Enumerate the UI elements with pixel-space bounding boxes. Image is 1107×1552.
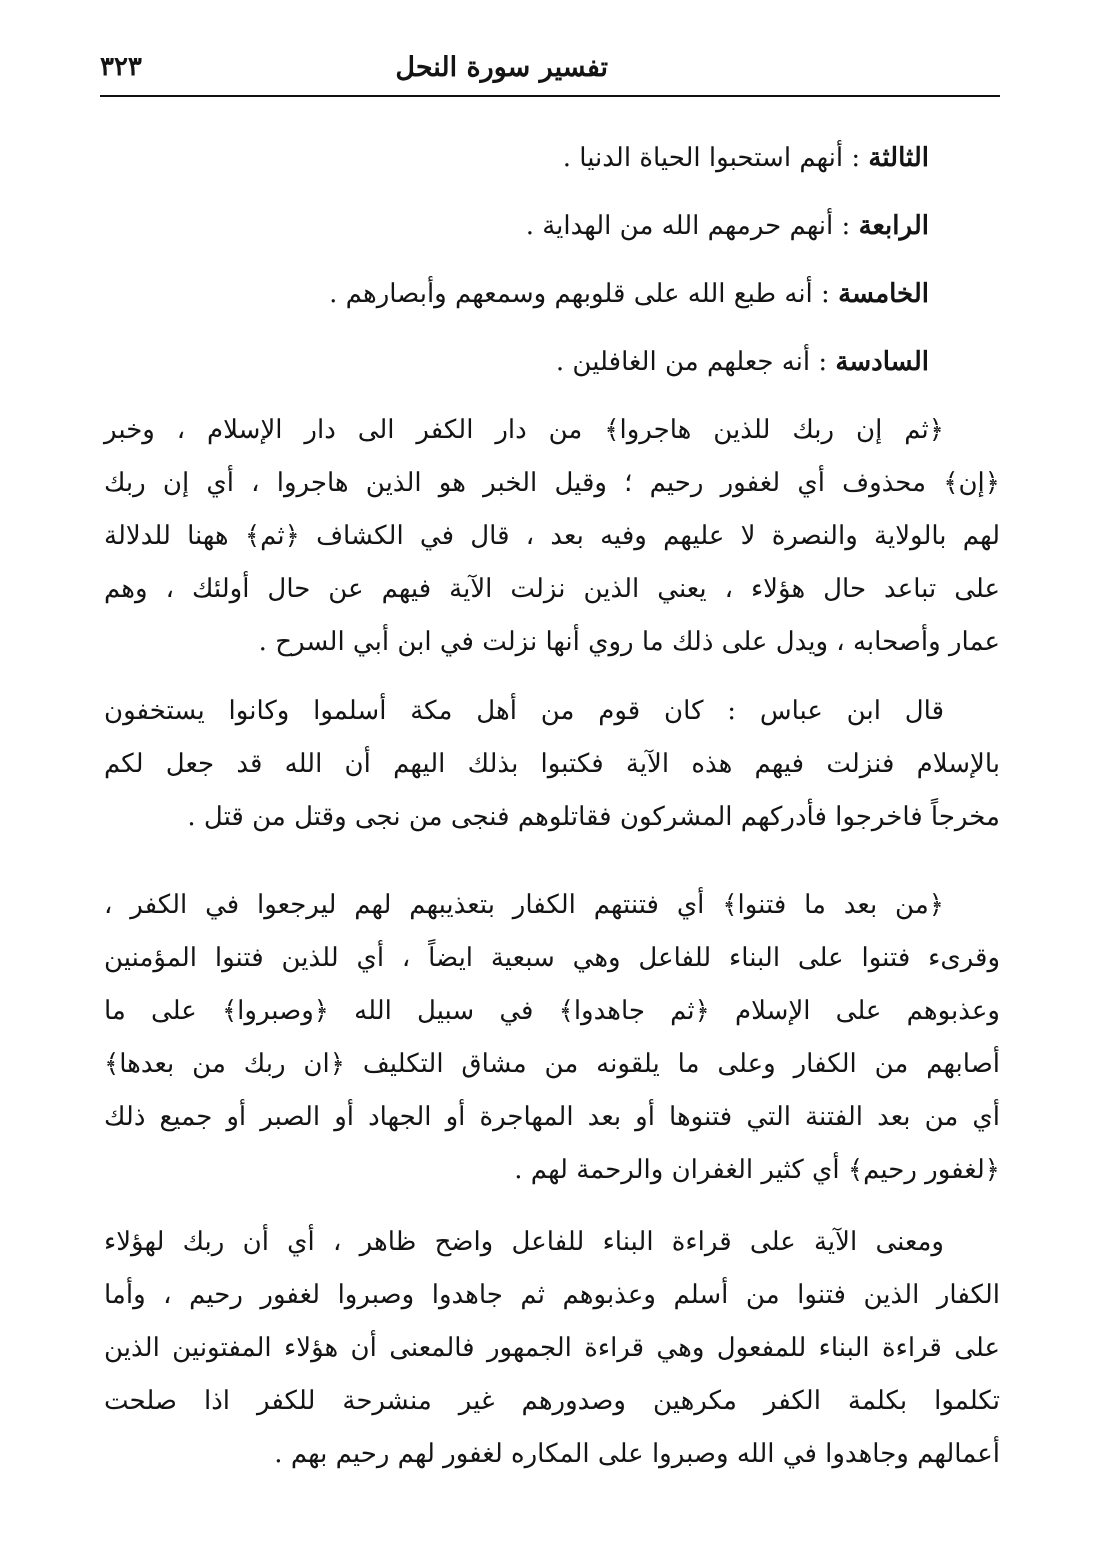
- paragraph-1: [104, 404, 1000, 669]
- running-header: [100, 52, 1000, 92]
- text-line: أي من بعد الفتنة التي فتنوها أو بعد المهاجرة أو الجهاد أو الصبر أو جميع ذلك: [104, 1102, 1000, 1132]
- point-item: [329, 208, 929, 244]
- text-line: عمار وأصحابه ، ويدل على ذلك ما روي أنها نزلت في ابن أبي السرح .: [258, 627, 1000, 657]
- point-label: الخامسة: [838, 279, 929, 309]
- paragraph-3: [104, 879, 1000, 1197]
- text-line: وقرىء فتنوا على البناء للفاعل وهي سبعية ايضاً ، أي للذين فتنوا المؤمنين: [104, 943, 1000, 973]
- point-text: : أنه جعلهم من الغافلين .: [555, 347, 836, 377]
- header-rule: [100, 95, 1000, 97]
- text-line: على قراءة البناء للمفعول وهي قراءة الجمهور فالمعنى أن هؤلاء المفتونين الذين: [104, 1333, 1000, 1363]
- text-line: أعمالهم وجاهدوا في الله وصبروا على المكاره لغفور لهم رحيم بهم .: [274, 1439, 1000, 1469]
- point-label: الثالثة: [868, 143, 929, 173]
- text-line: على تباعد حال هؤلاء ، يعني الذين نزلت الآية فيهم عن حال أولئك ، وهم: [104, 574, 1000, 604]
- point-text: : أنهم حرمهم الله من الهداية .: [525, 211, 859, 241]
- point-label: الرابعة: [858, 211, 929, 241]
- point-label: السادسة: [835, 347, 929, 377]
- text-line: الكفار الذين فتنوا من أسلم وعذبوهم ثم جاهدوا وصبروا لغفور رحيم ، وأما: [104, 1280, 1000, 1310]
- text-line: ﴿إن﴾ محذوف أي لغفور رحيم ؛ وقيل الخبر هو الذين هاجروا ، أي إن ربك: [104, 468, 1000, 498]
- text-line: ﴿ثم إن ربك للذين هاجروا﴾ من دار الكفر الى دار الإسلام ، وخبر: [104, 415, 944, 445]
- header-title: تفسير سورة النحل: [395, 52, 608, 83]
- text-line: مخرجاً فاخرجوا فأدركهم المشركون فقاتلوهم فنجى من نجى وقتل من قتل .: [187, 802, 1000, 832]
- text-line: وعذبوهم على الإسلام ﴿ثم جاهدوا﴾ في سبيل الله ﴿وصبروا﴾ على ما: [104, 996, 1000, 1026]
- text-line: ومعنى الآية على قراءة البناء للفاعل واضح ظاهر ، أي أن ربك لهؤلاء: [104, 1227, 944, 1257]
- page-number: ٣٢٣: [100, 52, 142, 82]
- text-line: قال ابن عباس : كان قوم من أهل مكة أسلموا وكانوا يستخفون: [104, 696, 944, 726]
- paragraph-2: [104, 685, 1000, 844]
- text-line: تكلموا بكلمة الكفر مكرهين وصدورهم غير منشرحة للكفر اذا صلحت: [104, 1386, 1000, 1416]
- point-item: [329, 140, 929, 176]
- text-line: لهم بالولاية والنصرة لا عليهم وفيه بعد ، قال في الكشاف ﴿ثم﴾ ههنا للدلالة: [104, 521, 1000, 551]
- text-line: ﴿من بعد ما فتنوا﴾ أي فتنتهم الكفار بتعذيبهم لهم ليرجعوا في الكفر ،: [104, 890, 944, 920]
- point-text: : أنهم استحبوا الحياة الدنيا .: [562, 143, 869, 173]
- point-item: [329, 276, 929, 312]
- text-line: ﴿لغفور رحيم﴾ أي كثير الغفران والرحمة لهم .: [514, 1155, 1000, 1185]
- numbered-points: [329, 140, 929, 412]
- point-item: [329, 344, 929, 380]
- point-text: : أنه طبع الله على قلوبهم وسمعهم وأبصارهم .: [329, 279, 839, 309]
- text-line: أصابهم من الكفار وعلى ما يلقونه من مشاق التكليف ﴿ان ربك من بعدها﴾: [104, 1049, 1000, 1079]
- text-line: بالإسلام فنزلت فيهم هذه الآية فكتبوا بذلك اليهم أن الله قد جعل لكم: [104, 749, 1000, 779]
- paragraph-4: [104, 1216, 1000, 1481]
